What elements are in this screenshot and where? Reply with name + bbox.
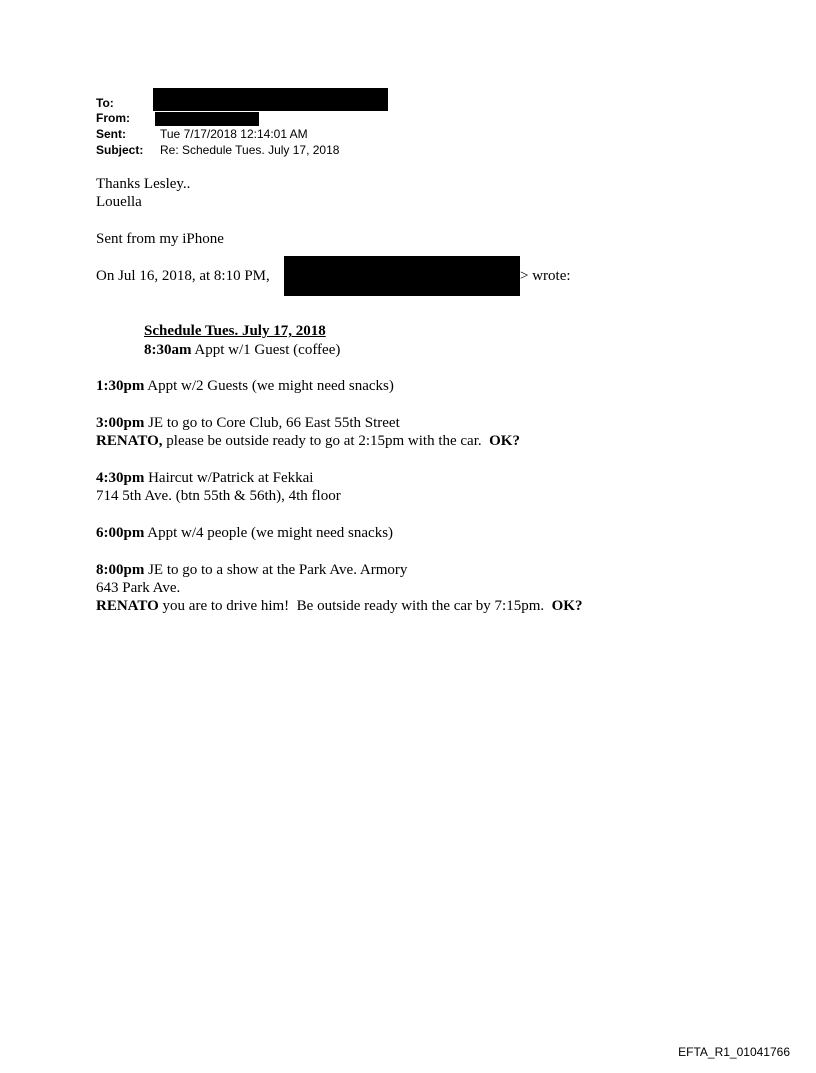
- sent-label: Sent:: [96, 127, 126, 141]
- redaction-to: [153, 88, 388, 111]
- to-label: To:: [96, 96, 114, 110]
- item4-text: Haircut w/Patrick at Fekkai: [144, 470, 314, 486]
- quote-intro: On Jul 16, 2018, at 8:10 PM,: [96, 268, 270, 284]
- sent-from-line: Sent from my iPhone: [96, 231, 224, 247]
- item3-text: JE to go to Core Club, 66 East 55th Street: [144, 415, 400, 431]
- item5-text: Appt w/4 people (we might need snacks): [144, 525, 394, 541]
- schedule-item-3: [96, 414, 400, 433]
- subject-value: Re: Schedule Tues. July 17, 2018: [160, 143, 340, 157]
- item3-name: RENATO,: [96, 433, 163, 449]
- item6-time: 8:00pm: [96, 562, 145, 578]
- item6-address: 643 Park Ave.: [96, 580, 181, 596]
- item5-time: 6:00pm: [96, 525, 145, 541]
- schedule-item-6: [96, 561, 407, 580]
- item4-address: 714 5th Ave. (btn 55th & 56th), 4th floor: [96, 488, 341, 504]
- item6-text: JE to go to a show at the Park Ave. Armory: [144, 562, 408, 578]
- document-id: EFTA_R1_01041766: [678, 1045, 790, 1059]
- item4-time: 4:30pm: [96, 470, 145, 486]
- item2-time: 1:30pm: [96, 378, 145, 394]
- sent-value: Tue 7/17/2018 12:14:01 AM: [160, 127, 308, 141]
- subject-row: [96, 143, 339, 157]
- sent-row: [96, 127, 308, 141]
- signature-line: Louella: [96, 194, 142, 210]
- item3-ok: OK?: [489, 433, 520, 449]
- item2-text: Appt w/2 Guests (we might need snacks): [144, 378, 394, 394]
- schedule-item-6-note: [96, 597, 582, 616]
- thanks-line: Thanks Lesley..: [96, 176, 191, 192]
- schedule-title: Schedule Tues. July 17, 2018: [144, 323, 326, 339]
- schedule-item-1: [144, 341, 340, 360]
- item1-text: Appt w/1 Guest (coffee): [191, 342, 341, 358]
- to-row: [96, 96, 160, 110]
- item3-note: please be outside ready to go at 2:15pm with the car.: [162, 433, 490, 449]
- schedule-item-5: [96, 524, 393, 543]
- schedule-item-4: [96, 469, 313, 488]
- redaction-sender: [284, 256, 520, 296]
- item6-ok: OK?: [551, 598, 583, 614]
- quote-wrote: > wrote:: [520, 268, 571, 284]
- item3-time: 3:00pm: [96, 415, 145, 431]
- schedule-item-2: [96, 377, 394, 396]
- item6-name: RENATO: [96, 598, 159, 614]
- subject-label: Subject:: [96, 143, 144, 157]
- from-label: From:: [96, 111, 130, 125]
- item1-time: 8:30am: [144, 342, 192, 358]
- redaction-from: [155, 112, 259, 126]
- from-row: [96, 111, 160, 125]
- item6-note: you are to drive him! Be outside ready with the car by 7:15pm.: [158, 598, 552, 614]
- schedule-item-3-note: [96, 432, 520, 451]
